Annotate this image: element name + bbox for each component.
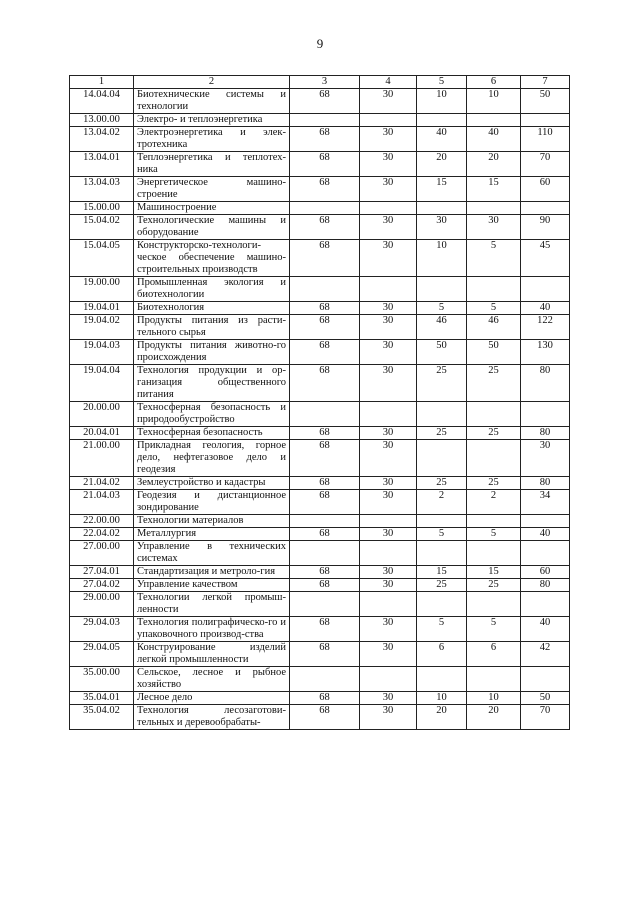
value-cell-7: 50 — [521, 89, 570, 114]
name-cell: Энергетическое машино-строение — [134, 177, 290, 202]
value-cell-4 — [360, 541, 417, 566]
code-cell: 19.04.03 — [70, 340, 134, 365]
value-cell-5: 25 — [417, 477, 467, 490]
value-cell-5: 20 — [417, 152, 467, 177]
code-cell: 15.00.00 — [70, 202, 134, 215]
value-cell-4: 30 — [360, 705, 417, 730]
code-cell: 35.04.01 — [70, 692, 134, 705]
code-cell: 22.04.02 — [70, 528, 134, 541]
value-cell-6: 6 — [467, 642, 521, 667]
value-cell-7 — [521, 114, 570, 127]
name-cell: Промышленная экология и биотехнологии — [134, 277, 290, 302]
code-cell: 14.04.04 — [70, 89, 134, 114]
value-cell-6: 25 — [467, 579, 521, 592]
value-cell-6: 46 — [467, 315, 521, 340]
table-row — [70, 490, 570, 515]
value-cell-7: 34 — [521, 490, 570, 515]
value-cell-5: 46 — [417, 315, 467, 340]
value-cell-4 — [360, 114, 417, 127]
value-cell-5: 20 — [417, 705, 467, 730]
table-row — [70, 692, 570, 705]
column-header: 4 — [360, 76, 417, 89]
name-cell: Техносферная безопасность и природообустройство — [134, 402, 290, 427]
code-cell: 19.04.01 — [70, 302, 134, 315]
table-row — [70, 440, 570, 477]
value-cell-7: 130 — [521, 340, 570, 365]
code-cell: 27.04.02 — [70, 579, 134, 592]
value-cell-3: 68 — [290, 127, 360, 152]
value-cell-5: 5 — [417, 617, 467, 642]
table-row — [70, 617, 570, 642]
table-row — [70, 515, 570, 528]
value-cell-4 — [360, 515, 417, 528]
value-cell-4: 30 — [360, 642, 417, 667]
value-cell-5: 40 — [417, 127, 467, 152]
value-cell-5 — [417, 592, 467, 617]
value-cell-3: 68 — [290, 365, 360, 402]
value-cell-6: 30 — [467, 215, 521, 240]
value-cell-4: 30 — [360, 692, 417, 705]
page-number: 9 — [316, 36, 324, 51]
name-cell: Продукты питания из расти-тельного сырья — [134, 315, 290, 340]
value-cell-3: 68 — [290, 440, 360, 477]
column-header: 5 — [417, 76, 467, 89]
value-cell-5 — [417, 541, 467, 566]
table-row — [70, 89, 570, 114]
code-cell: 29.00.00 — [70, 592, 134, 617]
value-cell-4: 30 — [360, 127, 417, 152]
value-cell-3: 68 — [290, 705, 360, 730]
code-cell: 13.00.00 — [70, 114, 134, 127]
value-cell-4: 30 — [360, 490, 417, 515]
value-cell-6: 15 — [467, 566, 521, 579]
value-cell-7: 110 — [521, 127, 570, 152]
table-row — [70, 340, 570, 365]
column-header: 3 — [290, 76, 360, 89]
value-cell-7: 80 — [521, 427, 570, 440]
table-row — [70, 705, 570, 730]
value-cell-6 — [467, 440, 521, 477]
name-cell: Теплоэнергетика и теплотех-ника — [134, 152, 290, 177]
value-cell-6: 20 — [467, 705, 521, 730]
value-cell-7: 80 — [521, 477, 570, 490]
value-cell-6: 25 — [467, 477, 521, 490]
value-cell-6: 2 — [467, 490, 521, 515]
value-cell-4: 30 — [360, 177, 417, 202]
name-cell: Геодезия и дистанционное зондирование — [134, 490, 290, 515]
code-cell: 35.04.02 — [70, 705, 134, 730]
value-cell-5 — [417, 277, 467, 302]
value-cell-7: 40 — [521, 617, 570, 642]
name-cell: Управление в технических системах — [134, 541, 290, 566]
value-cell-3: 68 — [290, 579, 360, 592]
value-cell-6: 5 — [467, 240, 521, 277]
value-cell-3: 68 — [290, 215, 360, 240]
value-cell-7: 70 — [521, 705, 570, 730]
name-cell: Управление качеством — [134, 579, 290, 592]
name-cell: Металлургия — [134, 528, 290, 541]
value-cell-4 — [360, 667, 417, 692]
value-cell-4: 30 — [360, 152, 417, 177]
value-cell-6: 5 — [467, 617, 521, 642]
value-cell-4: 30 — [360, 427, 417, 440]
value-cell-3: 68 — [290, 477, 360, 490]
value-cell-7 — [521, 515, 570, 528]
code-cell: 19.00.00 — [70, 277, 134, 302]
value-cell-5: 10 — [417, 240, 467, 277]
table-row — [70, 541, 570, 566]
value-cell-7: 30 — [521, 440, 570, 477]
value-cell-4: 30 — [360, 477, 417, 490]
value-cell-4: 30 — [360, 302, 417, 315]
table-row — [70, 177, 570, 202]
value-cell-5 — [417, 402, 467, 427]
value-cell-7: 80 — [521, 579, 570, 592]
value-cell-7: 42 — [521, 642, 570, 667]
name-cell: Стандартизация и метроло-гия — [134, 566, 290, 579]
code-cell: 21.04.03 — [70, 490, 134, 515]
value-cell-7: 45 — [521, 240, 570, 277]
value-cell-3: 68 — [290, 528, 360, 541]
name-cell: Технология продукции и ор-ганизация общественного питания — [134, 365, 290, 402]
value-cell-4 — [360, 202, 417, 215]
value-cell-7: 60 — [521, 566, 570, 579]
value-cell-7: 40 — [521, 302, 570, 315]
value-cell-3: 68 — [290, 642, 360, 667]
code-cell: 19.04.04 — [70, 365, 134, 402]
value-cell-5 — [417, 114, 467, 127]
table-row — [70, 215, 570, 240]
value-cell-3: 68 — [290, 89, 360, 114]
code-cell: 27.00.00 — [70, 541, 134, 566]
value-cell-6: 25 — [467, 427, 521, 440]
value-cell-4: 30 — [360, 579, 417, 592]
value-cell-6 — [467, 114, 521, 127]
table-row — [70, 427, 570, 440]
value-cell-5: 5 — [417, 302, 467, 315]
value-cell-6: 5 — [467, 302, 521, 315]
value-cell-3 — [290, 667, 360, 692]
value-cell-6 — [467, 515, 521, 528]
table-row — [70, 477, 570, 490]
value-cell-6: 20 — [467, 152, 521, 177]
code-cell: 13.04.03 — [70, 177, 134, 202]
value-cell-6: 50 — [467, 340, 521, 365]
value-cell-5 — [417, 202, 467, 215]
value-cell-3 — [290, 592, 360, 617]
name-cell: Землеустройство и кадастры — [134, 477, 290, 490]
value-cell-3: 68 — [290, 302, 360, 315]
code-cell: 27.04.01 — [70, 566, 134, 579]
value-cell-5: 15 — [417, 177, 467, 202]
table-row — [70, 127, 570, 152]
column-header: 1 — [70, 76, 134, 89]
code-cell: 13.04.01 — [70, 152, 134, 177]
value-cell-5 — [417, 667, 467, 692]
value-cell-3 — [290, 202, 360, 215]
name-cell: Технология полиграфическо-го и упаковочного производ-ства — [134, 617, 290, 642]
value-cell-7 — [521, 541, 570, 566]
name-cell: Сельское, лесное и рыбное хозяйство — [134, 667, 290, 692]
name-cell: Технологии материалов — [134, 515, 290, 528]
value-cell-3: 68 — [290, 177, 360, 202]
value-cell-5: 50 — [417, 340, 467, 365]
name-cell: Технологические машины и оборудование — [134, 215, 290, 240]
value-cell-6: 10 — [467, 89, 521, 114]
table-row — [70, 566, 570, 579]
name-cell: Конструирование изделий легкой промышленности — [134, 642, 290, 667]
value-cell-3: 68 — [290, 566, 360, 579]
code-cell: 15.04.02 — [70, 215, 134, 240]
value-cell-3: 68 — [290, 340, 360, 365]
value-cell-6 — [467, 277, 521, 302]
value-cell-5: 10 — [417, 692, 467, 705]
code-cell: 22.00.00 — [70, 515, 134, 528]
value-cell-6: 10 — [467, 692, 521, 705]
value-cell-3: 68 — [290, 692, 360, 705]
value-cell-5: 30 — [417, 215, 467, 240]
value-cell-6: 25 — [467, 365, 521, 402]
code-cell: 20.04.01 — [70, 427, 134, 440]
value-cell-4: 30 — [360, 617, 417, 642]
value-cell-7: 60 — [521, 177, 570, 202]
code-cell: 21.00.00 — [70, 440, 134, 477]
value-cell-5 — [417, 440, 467, 477]
value-cell-6: 40 — [467, 127, 521, 152]
code-cell: 19.04.02 — [70, 315, 134, 340]
value-cell-6 — [467, 667, 521, 692]
name-cell: Электроэнергетика и элек-тротехника — [134, 127, 290, 152]
value-cell-5: 2 — [417, 490, 467, 515]
table-row — [70, 240, 570, 277]
value-cell-6 — [467, 592, 521, 617]
table-row — [70, 667, 570, 692]
value-cell-3 — [290, 114, 360, 127]
value-cell-5: 25 — [417, 365, 467, 402]
value-cell-7: 70 — [521, 152, 570, 177]
value-cell-6 — [467, 541, 521, 566]
name-cell: Биотехнология — [134, 302, 290, 315]
value-cell-3: 68 — [290, 490, 360, 515]
table-row — [70, 642, 570, 667]
value-cell-4: 30 — [360, 440, 417, 477]
value-cell-6: 5 — [467, 528, 521, 541]
table-row — [70, 528, 570, 541]
column-header: 7 — [521, 76, 570, 89]
name-cell: Продукты питания животно-го происхождения — [134, 340, 290, 365]
value-cell-7: 80 — [521, 365, 570, 402]
name-cell: Прикладная геология, горное дело, нефтегазовое дело и геодезия — [134, 440, 290, 477]
value-cell-5: 5 — [417, 528, 467, 541]
code-cell: 29.04.03 — [70, 617, 134, 642]
value-cell-7: 50 — [521, 692, 570, 705]
value-cell-6 — [467, 402, 521, 427]
value-cell-7 — [521, 402, 570, 427]
column-header: 2 — [134, 76, 290, 89]
table-row — [70, 277, 570, 302]
value-cell-3 — [290, 402, 360, 427]
value-cell-3: 68 — [290, 617, 360, 642]
name-cell: Техносферная безопасность — [134, 427, 290, 440]
table-row — [70, 402, 570, 427]
value-cell-3: 68 — [290, 152, 360, 177]
column-header: 6 — [467, 76, 521, 89]
value-cell-5 — [417, 515, 467, 528]
value-cell-4: 30 — [360, 528, 417, 541]
value-cell-7 — [521, 592, 570, 617]
value-cell-5: 25 — [417, 427, 467, 440]
value-cell-4 — [360, 277, 417, 302]
data-table — [69, 75, 570, 730]
value-cell-4: 30 — [360, 315, 417, 340]
value-cell-4 — [360, 592, 417, 617]
code-cell: 15.04.05 — [70, 240, 134, 277]
name-cell: Лесное дело — [134, 692, 290, 705]
value-cell-7 — [521, 667, 570, 692]
code-cell: 29.04.05 — [70, 642, 134, 667]
value-cell-7: 122 — [521, 315, 570, 340]
value-cell-4: 30 — [360, 215, 417, 240]
table-header-row — [70, 76, 570, 89]
code-cell: 13.04.02 — [70, 127, 134, 152]
table-row — [70, 114, 570, 127]
name-cell: Биотехнические системы и технологии — [134, 89, 290, 114]
value-cell-7 — [521, 202, 570, 215]
value-cell-3 — [290, 277, 360, 302]
value-cell-3: 68 — [290, 315, 360, 340]
value-cell-4: 30 — [360, 89, 417, 114]
value-cell-3: 68 — [290, 427, 360, 440]
value-cell-4: 30 — [360, 340, 417, 365]
table-row — [70, 302, 570, 315]
table-row — [70, 579, 570, 592]
value-cell-3: 68 — [290, 240, 360, 277]
value-cell-4 — [360, 402, 417, 427]
table-row — [70, 202, 570, 215]
value-cell-7: 90 — [521, 215, 570, 240]
table-row — [70, 592, 570, 617]
value-cell-5: 10 — [417, 89, 467, 114]
value-cell-3 — [290, 515, 360, 528]
value-cell-6: 15 — [467, 177, 521, 202]
value-cell-5: 6 — [417, 642, 467, 667]
value-cell-5: 25 — [417, 579, 467, 592]
value-cell-7: 40 — [521, 528, 570, 541]
name-cell: Технология лесозаготови-тельных и деревообрабаты- — [134, 705, 290, 730]
value-cell-6 — [467, 202, 521, 215]
value-cell-3 — [290, 541, 360, 566]
value-cell-4: 30 — [360, 240, 417, 277]
code-cell: 21.04.02 — [70, 477, 134, 490]
name-cell: Технологии легкой промыш-ленности — [134, 592, 290, 617]
table-row — [70, 152, 570, 177]
name-cell: Конструкторско-технологи-ческое обеспечение машино-строительных производств — [134, 240, 290, 277]
name-cell: Электро- и теплоэнергетика — [134, 114, 290, 127]
table-row — [70, 315, 570, 340]
value-cell-4: 30 — [360, 365, 417, 402]
name-cell: Машиностроение — [134, 202, 290, 215]
value-cell-7 — [521, 277, 570, 302]
code-cell: 35.00.00 — [70, 667, 134, 692]
code-cell: 20.00.00 — [70, 402, 134, 427]
table-row — [70, 365, 570, 402]
value-cell-5: 15 — [417, 566, 467, 579]
value-cell-4: 30 — [360, 566, 417, 579]
